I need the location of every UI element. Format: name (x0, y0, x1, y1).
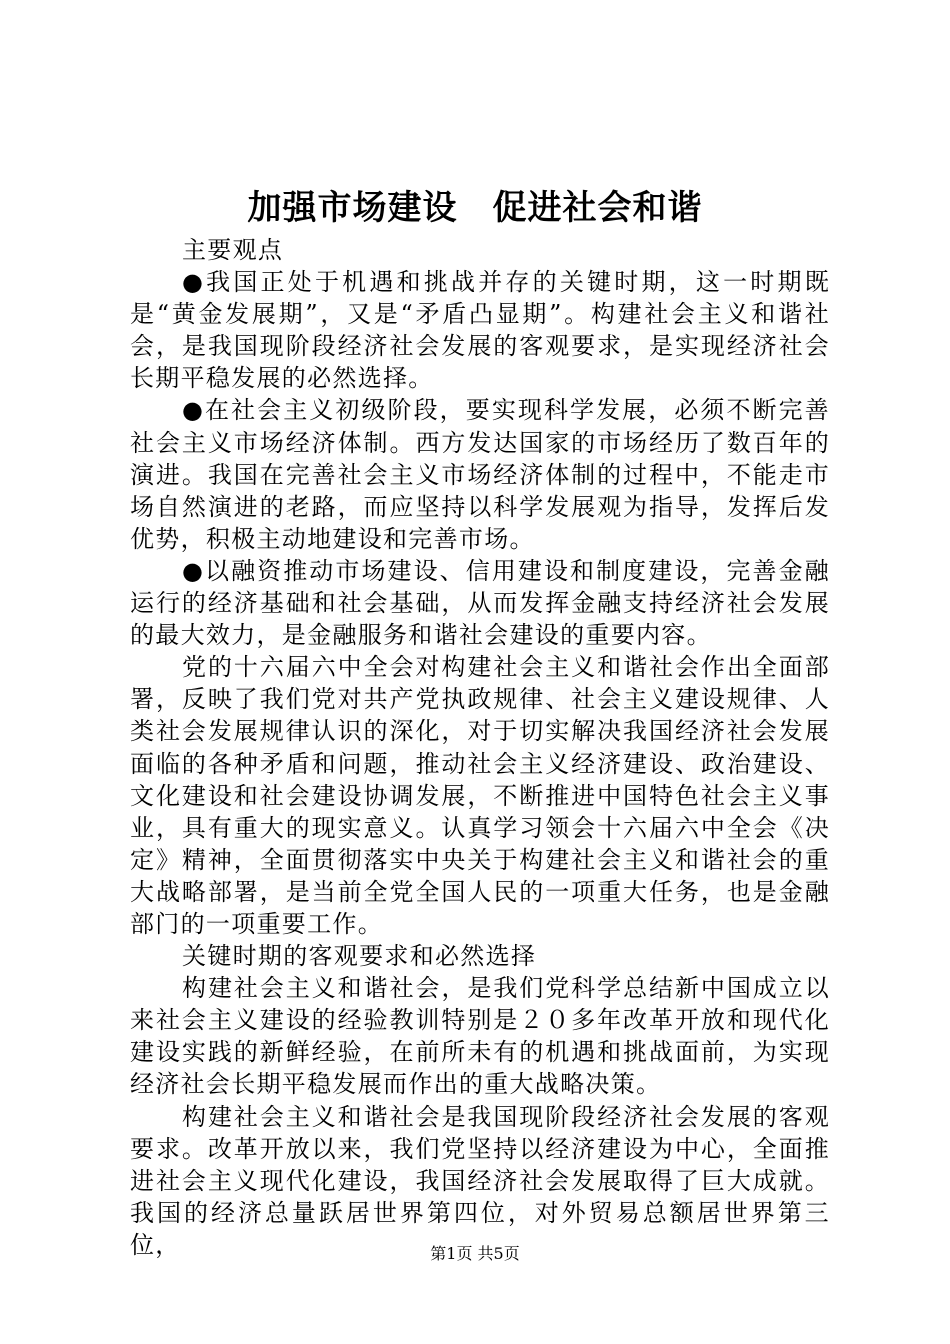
body-paragraph: 构建社会主义和谐社会，是我们党科学总结新中国成立以来社会主义建设的经验教训特别是２０多年改革开放和现代化建设实践的新鲜经验，在前所未有的机遇和挑战面前，为实现经济社会长期平稳发展而作出的重大战略决策。 (130, 974, 830, 1099)
bullet-paragraph-3: ●以融资推动市场建设、信用建设和制度建设，完善金融运行的经济基础和社会基础，从而发挥金融支持经济社会发展的最大效力，是金融服务和谐社会建设的重要内容。 (130, 556, 830, 650)
document-body (130, 234, 830, 1261)
page-footer: 第1页 共5页 (430, 1244, 520, 1263)
section-heading-key-period: 关键时期的客观要求和必然选择 (182, 942, 537, 971)
document-title: 加强市场建设 促进社会和谐 (247, 188, 703, 228)
section-heading-main-points: 主要观点 (182, 236, 284, 264)
body-paragraph: 党的十六届六中全会对构建社会主义和谐社会作出全面部署，反映了我们党对共产党执政规律、社会主义建设规律、人类社会发展规律认识的深化，对于切实解决我国经济社会发展面临的各种矛盾和问题，推动社会主义经济建设、政治建设、文化建设和社会建设协调发展，不断推进中国特色社会主义事业，具有重大的现实意义。认真学习领会十六届六中全会《决定》精神，全面贯彻落实中央关于构建社会主义和谐社会的重大战略部署，是当前全党全国人民的一项重大任务，也是金融部门的一项重要工作。 (130, 653, 830, 938)
bullet-paragraph-1: ●我国正处于机遇和挑战并存的关键时期，这一时期既是“黄金发展期”，又是“矛盾凸显期”。构建社会主义和谐社会，是我国现阶段经济社会发展的客观要求，是实现经济社会长期平稳发展的必然选择。 (130, 268, 830, 393)
body-paragraph: 构建社会主义和谐社会是我国现阶段经济社会发展的客观要求。改革开放以来，我们党坚持以经济建设为中心，全面推进社会主义现代化建设，我国经济社会发展取得了巨大成就。我国的经济总量跃居世界第四位，对外贸易总额居世界第三位， (130, 1102, 830, 1259)
bullet-paragraph-2: ●在社会主义初级阶段，要实现科学发展，必须不断完善社会主义市场经济体制。西方发达国家的市场经历了数百年的演进。我国在完善社会主义市场经济体制的过程中，不能走市场自然演进的老路，而应坚持以科学发展观为指导，发挥后发优势，积极主动地建设和完善市场。 (130, 396, 830, 553)
